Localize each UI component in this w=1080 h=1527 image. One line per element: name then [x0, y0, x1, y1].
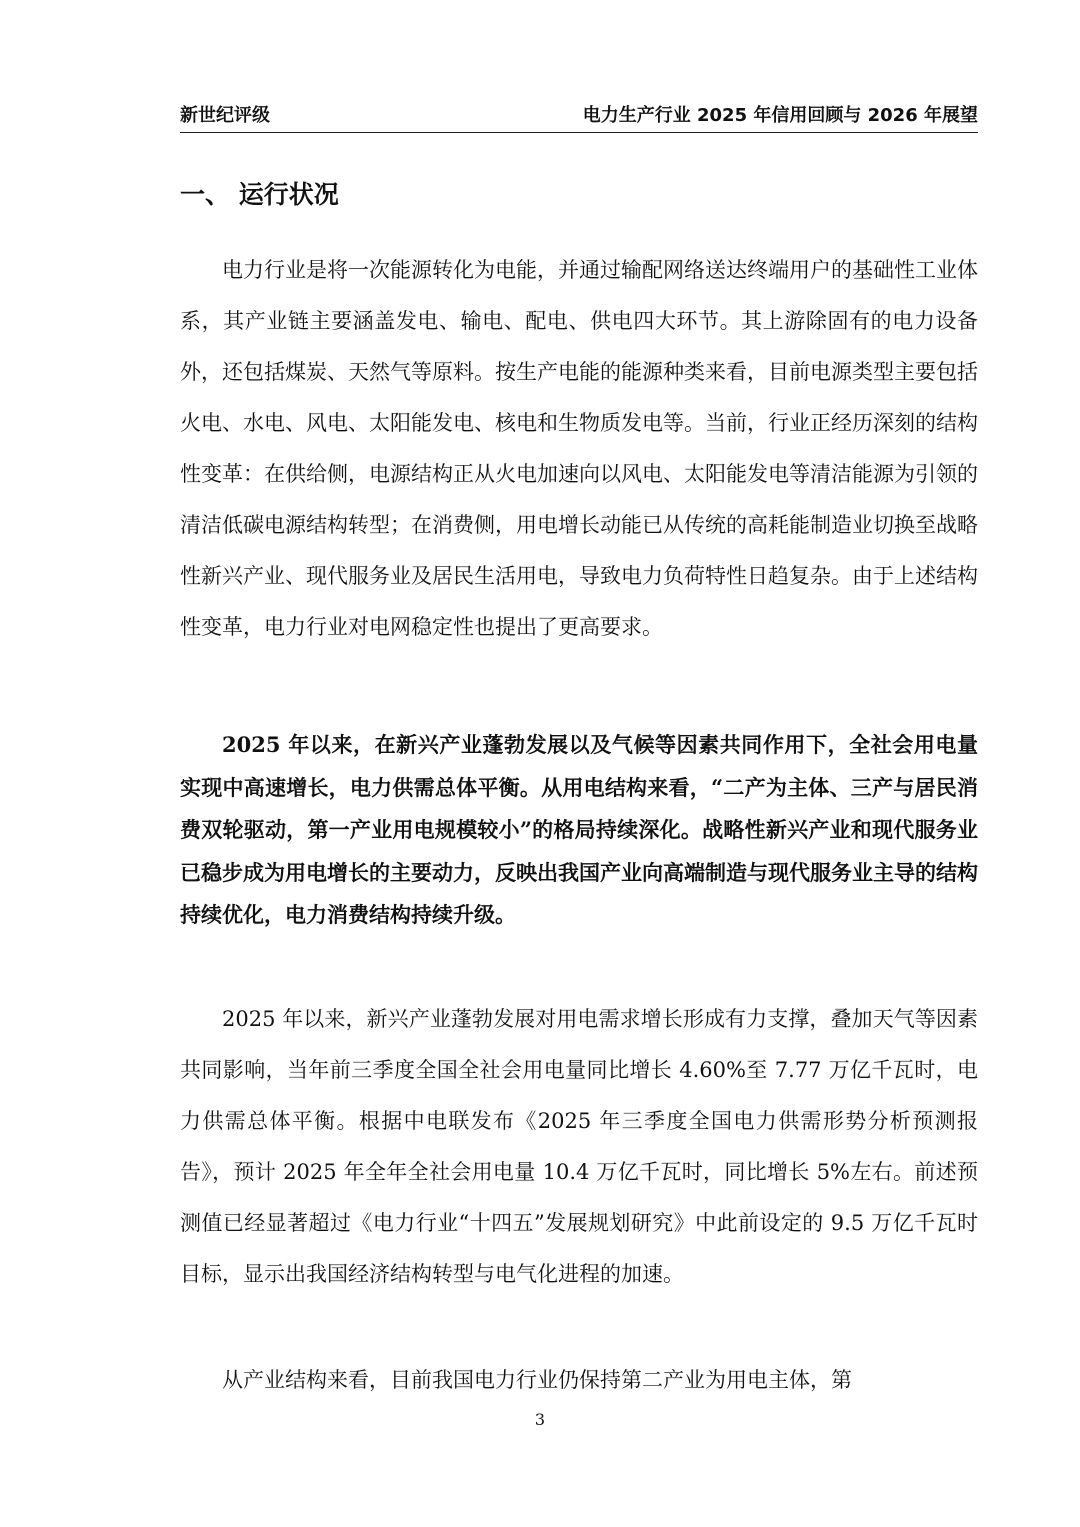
- header-divider: [180, 132, 978, 133]
- paragraph-summary-bold: 2025 年以来，在新兴产业蓬勃发展以及气候等因素共同作用下，全社会用电量实现中高速增长，电力供需总体平衡。从用电结构来看，“二产为主体、三产与居民消费双轮驱动，第一产业用电规模较小”的格局持续深化。战略性新兴产业和现代服务业已稳步成为用电增长的主要动力，反映出我国产业向高端制造与现代服务业主导的结构持续优化，电力消费结构持续升级。: [180, 732, 978, 927]
- paragraph-industry-structure: 从产业结构来看，目前我国电力行业仍保持第二产业为用电主体，第: [222, 1368, 852, 1392]
- header-org-name: 新世纪评级: [180, 105, 270, 126]
- running-header: [180, 100, 978, 132]
- section-heading: 一、 运行状况: [180, 180, 339, 209]
- paragraph-consumption-2025: 2025 年以来，新兴产业蓬勃发展对用电需求增长形成有力支撑，叠加天气等因素共同影响，当年前三季度全国全社会用电量同比增长 4.60%至 7.77 万亿千瓦时，电力供需总体平衡。根据中电联发布《2025 年三季度全国电力供需形势分析预测报告》，预计 2025 年全年全社会用电量 10.4 万亿千瓦时，同比增长 5%左右。前述预测值已经显著超过《电力行业“十四五”发展规划研究》中此前设定的 9.5 万亿千瓦时目标，显示出我国经济结构转型与电气化进程的加速。: [180, 1007, 978, 1286]
- header-report-title: 电力生产行业 2025 年信用回顾与 2026 年展望: [582, 105, 978, 126]
- paragraph-industry-overview: 电力行业是将一次能源转化为电能，并通过输配网络送达终端用户的基础性工业体系，其产业链主要涵盖发电、输电、配电、供电四大环节。其上游除固有的电力设备外，还包括煤炭、天然气等原料。按生产电能的能源种类来看，目前电源类型主要包括火电、水电、风电、太阳能发电、核电和生物质发电等。当前，行业正经历深刻的结构性变革：在供给侧，电源结构正从火电加速向以风电、太阳能发电等清洁能源为引领的清洁低碳电源结构转型；在消费侧，用电增长动能已从传统的高耗能制造业切换至战略性新兴产业、现代服务业及居民生活用电，导致电力负荷特性日趋复杂。由于上述结构性变革，电力行业对电网稳定性也提出了更高要求。: [180, 258, 978, 639]
- page-number: 3: [534, 1410, 546, 1429]
